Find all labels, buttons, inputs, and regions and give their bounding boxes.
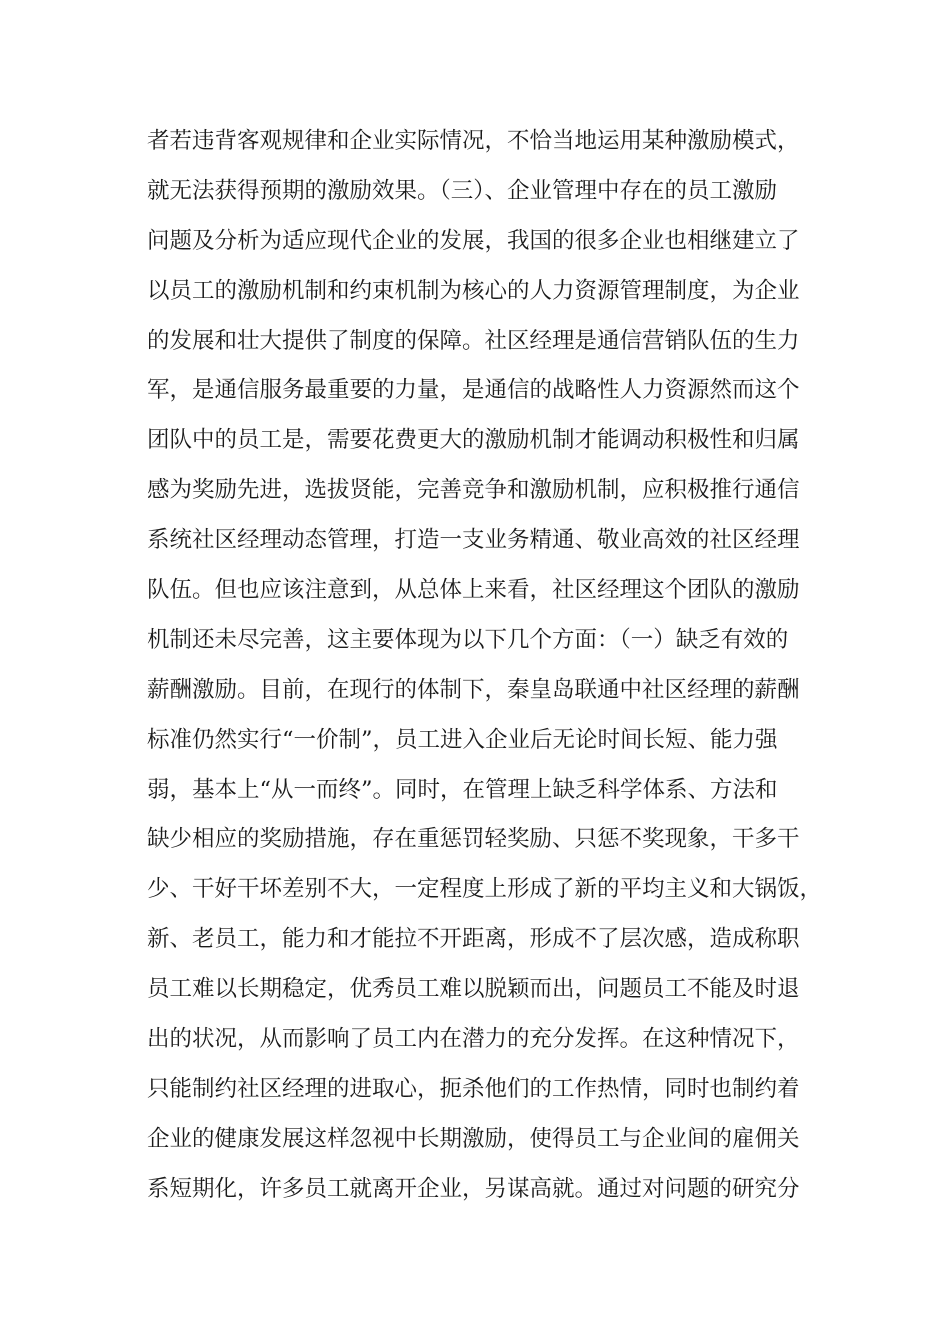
text-line: 标准仍然实行“一价制”，员工进入企业后无论时间长短、能力强 [147, 726, 778, 753]
text-line: 的发展和壮大提供了制度的保障。社区经理是通信营销队伍的生力 [147, 327, 800, 354]
text-line: 者若违背客观规律和企业实际情况，不恰当地运用某种激励模式， [147, 128, 800, 154]
text-line: 感为奖励先进，选拔贤能，完善竞争和激励机制，应积极推行通信 [147, 477, 800, 504]
text-line: 少、干好干坏差别不大，一定程度上形成了新的平均主义和大锅饭， [147, 876, 823, 903]
text-line: 新、老员工，能力和才能拉不开距离，形成不了层次感，造成称职 [147, 926, 800, 953]
text-line: 机制还未尽完善，这主要体现为以下几个方面：（一）缺乏有效的 [147, 626, 789, 653]
text-line: 系统社区经理动态管理，打造一支业务精通、敬业高效的社区经理 [147, 527, 800, 554]
text-line: 就无法获得预期的激励效果。（三）、企业管理中存在的员工激励 [147, 177, 778, 204]
text-line: 缺少相应的奖励措施，存在重惩罚轻奖励、只惩不奖现象，干多干 [147, 826, 800, 853]
text-line: 企业的健康发展这样忽视中长期激励，使得员工与企业间的雇佣关 [147, 1125, 800, 1152]
body-text [147, 117, 827, 1215]
text-line: 军，是通信服务最重要的力量，是通信的战略性人力资源然而这个 [147, 377, 800, 404]
text-line: 以员工的激励机制和约束机制为核心的人力资源管理制度，为企业 [147, 277, 800, 304]
text-line: 系短期化，许多员工就离开企业，另谋高就。通过对问题的研究分 [147, 1175, 800, 1202]
text-line: 团队中的员工是，需要花费更大的激励机制才能调动积极性和归属 [147, 427, 800, 454]
text-line: 弱，基本上“从一而终”。同时，在管理上缺乏科学体系、方法和 [147, 776, 778, 803]
text-line: 员工难以长期稳定，优秀员工难以脱颖而出，问题员工不能及时退 [147, 976, 800, 1003]
text-line: 出的状况，从而影响了员工内在潜力的充分发挥。在这种情况下， [147, 1026, 800, 1053]
text-line: 薪酬激励。目前，在现行的体制下，秦皇岛联通中社区经理的薪酬 [147, 676, 800, 703]
text-line: 只能制约社区经理的进取心，扼杀他们的工作热情，同时也制约着 [147, 1075, 800, 1102]
text-line: 问题及分析为适应现代企业的发展，我国的很多企业也相继建立了 [147, 227, 800, 254]
text-line: 队伍。但也应该注意到，从总体上来看，社区经理这个团队的激励 [147, 577, 800, 604]
